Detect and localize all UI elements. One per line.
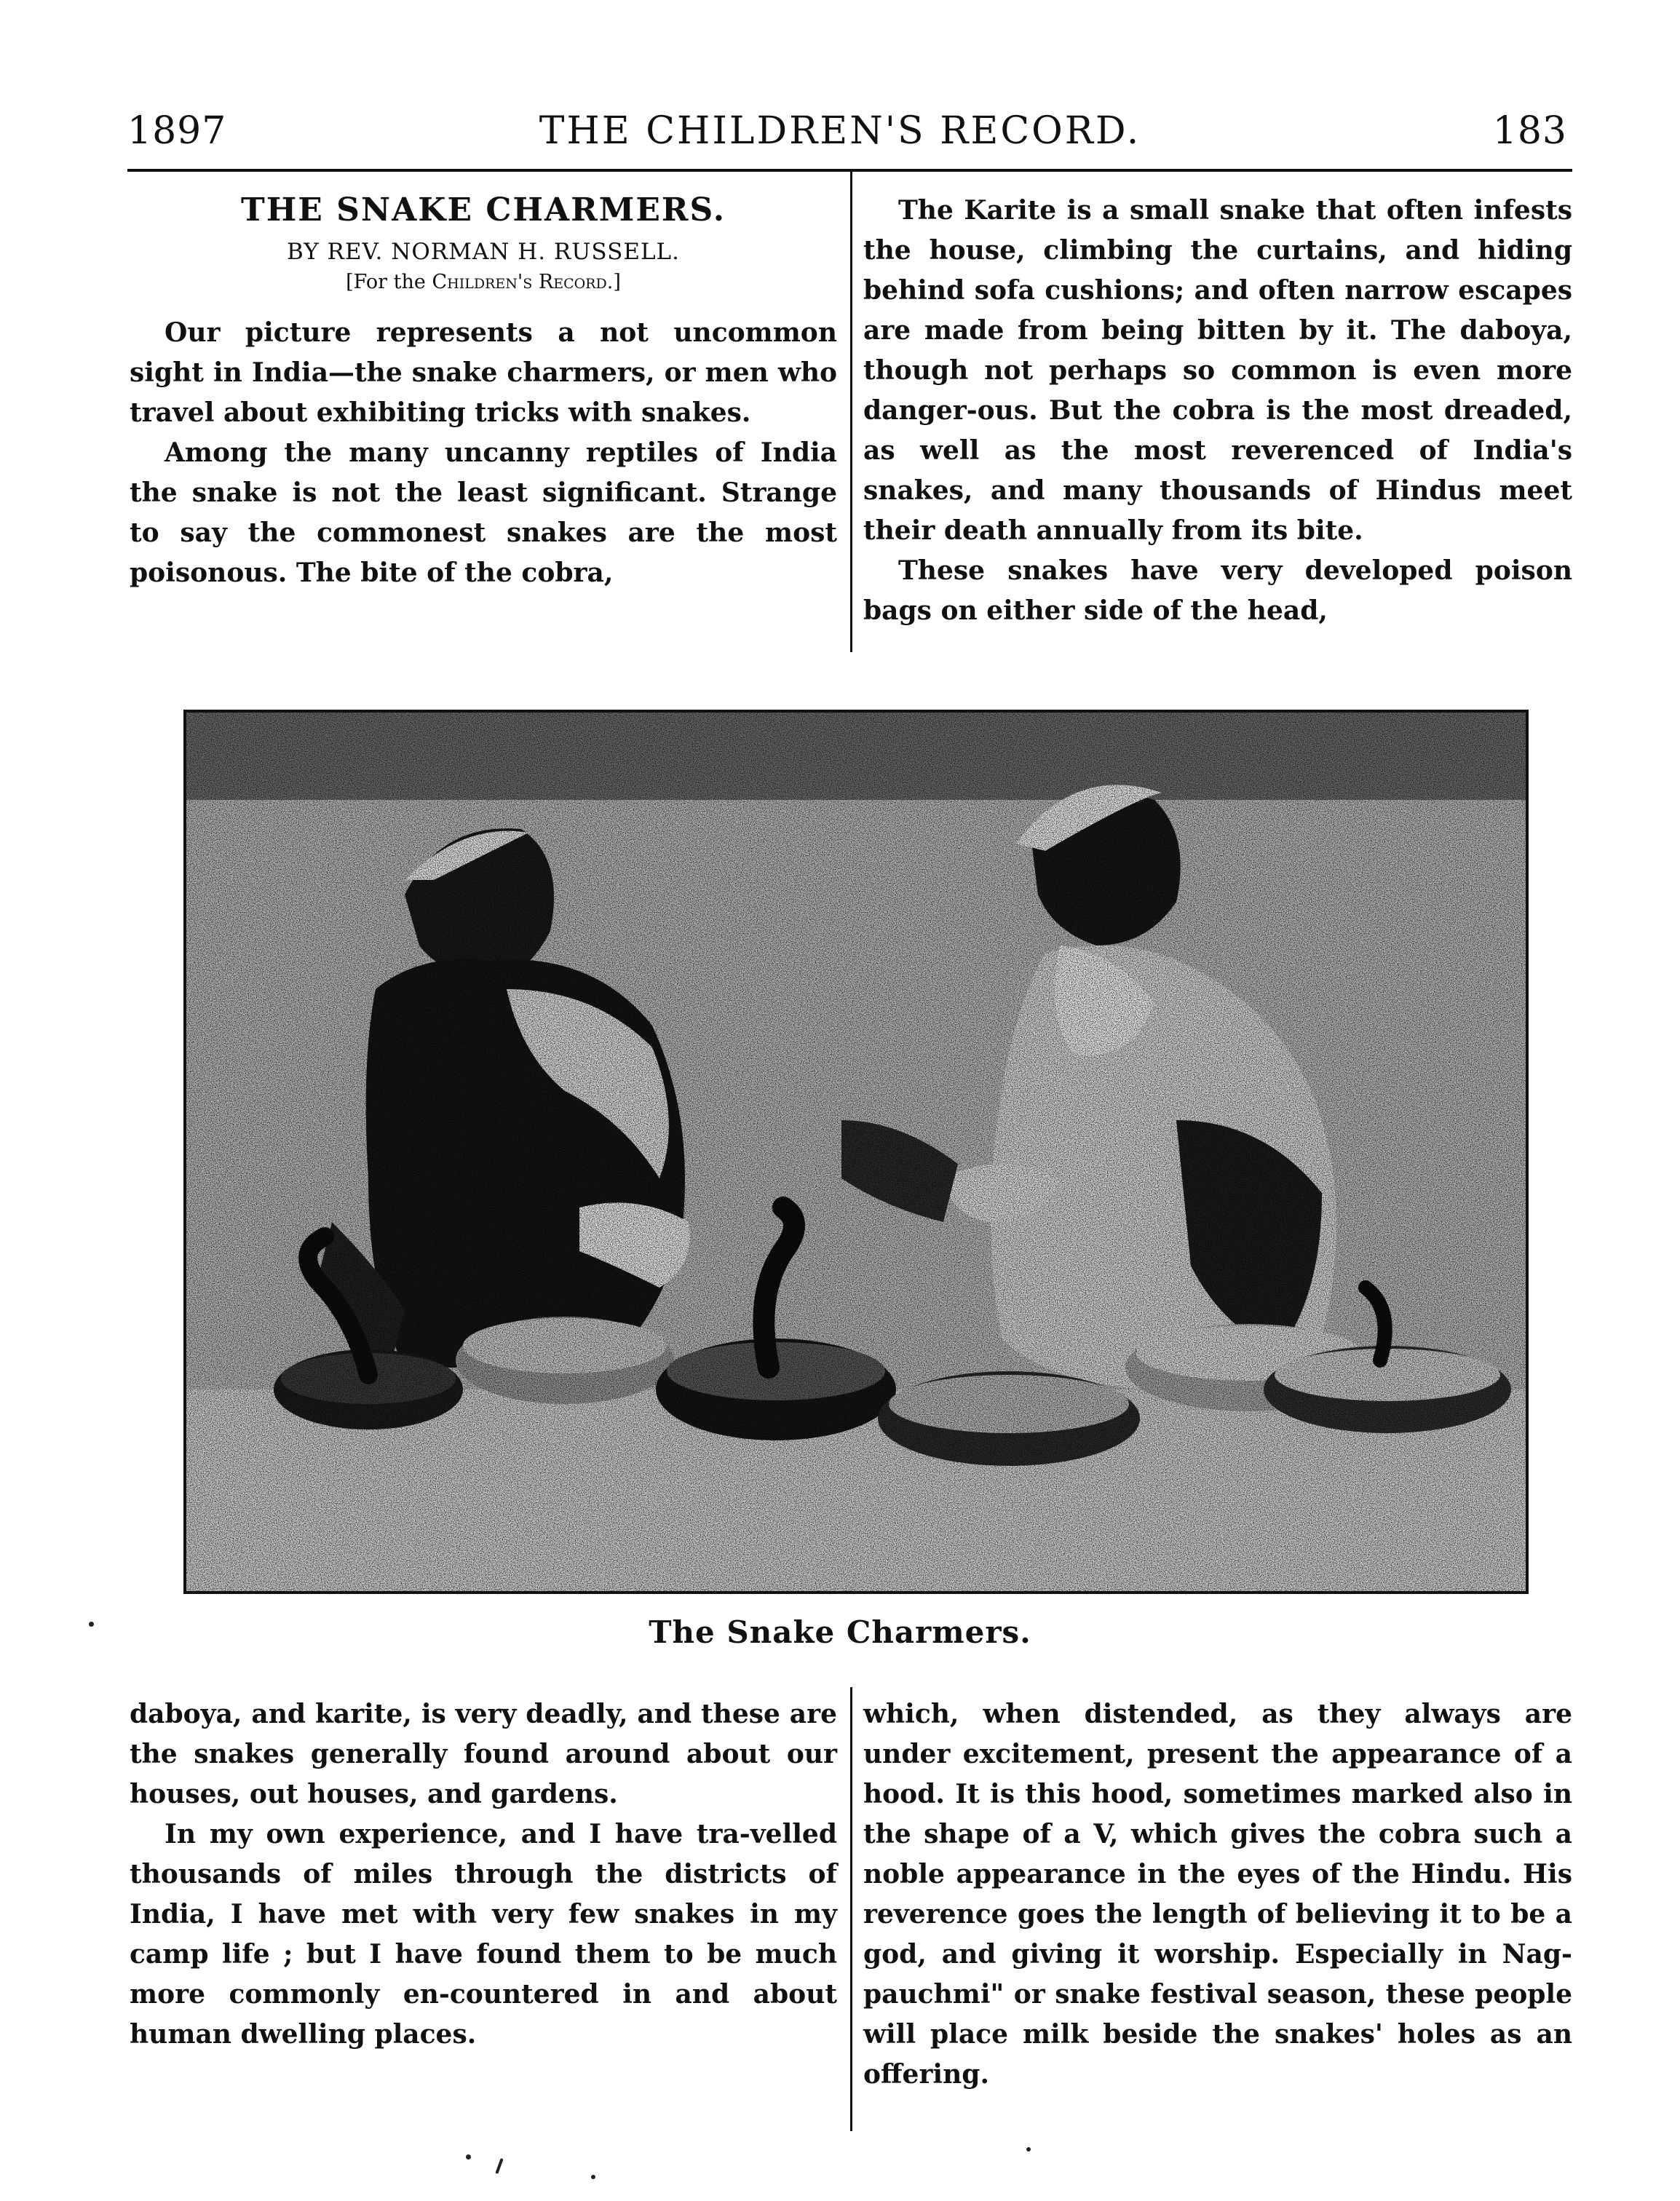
paragraph: Among the many uncanny reptiles of India the snake is not the least significant. Strange to say the commonest snakes are the most poisonous. The bite of the cobra, (130, 437, 837, 588)
paragraph: which, when distended, as they always are under excitement, present the appearance of a hood. It is this hood, sometimes marked also in the shape of a V, which gives the cobra such a noble appearance in the eyes of the Hindu. His reverence goes the length of believing it to be a god, and giving it worship. Especially in Nag-pauchmi" or snake festival season, these people will place milk beside the snakes' holes as an offering. (863, 1699, 1572, 2090)
paragraph: Our picture represents a not uncommon sight in India—the snake charmers, or men who travel about exhibiting tricks with snakes. (130, 317, 837, 428)
article-source: [For the Children's Record.] (346, 271, 621, 293)
top-column-divider (850, 172, 852, 652)
photo-illustration (186, 713, 1526, 1591)
header-page-number: 183 (1492, 109, 1567, 153)
header-year: 1897 (127, 109, 227, 153)
top-left-column (130, 191, 837, 593)
bottom-left-column (130, 1694, 837, 2055)
top-right-column (863, 191, 1572, 631)
paragraph: These snakes have very developed poison bags on either side of the head, (863, 555, 1572, 626)
bottom-column-divider (850, 1687, 852, 2131)
paragraph: daboya, and karite, is very deadly, and these are the snakes generally found around about our houses, out houses, and gardens. (130, 1699, 837, 1809)
print-speck (591, 2175, 595, 2179)
bottom-right-column (863, 1694, 1572, 2095)
header-title: THE CHILDREN'S RECORD. (539, 109, 1141, 153)
snake-charmers-photo (183, 710, 1529, 1594)
paragraph: In my own experience, and I have tra-velled thousands of miles through the districts of India, I have met with very few snakes in my camp life ; but I have found them to be much more commonly en-countered in and about human dwelling places. (130, 1819, 837, 2050)
print-speck (89, 1622, 94, 1627)
print-speck (466, 2154, 471, 2160)
paragraph: The Karite is a small snake that often infests the house, climbing the curtains, and hiding behind sofa cushions; and often narrow escapes are made from being bitten by it. The daboya, though not perhaps so common is even more danger-ous. But the cobra is the most dreaded, as well as the most reverenced of India's snakes, and many thousands of Hindus meet their death annually from its bite. (863, 195, 1572, 546)
photo-caption: The Snake Charmers. (649, 1614, 1031, 1650)
article-title: THE SNAKE CHARMERS. (240, 191, 726, 229)
article-byline: BY REV. NORMAN H. RUSSELL. (287, 239, 680, 265)
print-speck (495, 2158, 503, 2174)
print-speck (1026, 2147, 1031, 2152)
source-publication: Children's Record (432, 271, 607, 293)
